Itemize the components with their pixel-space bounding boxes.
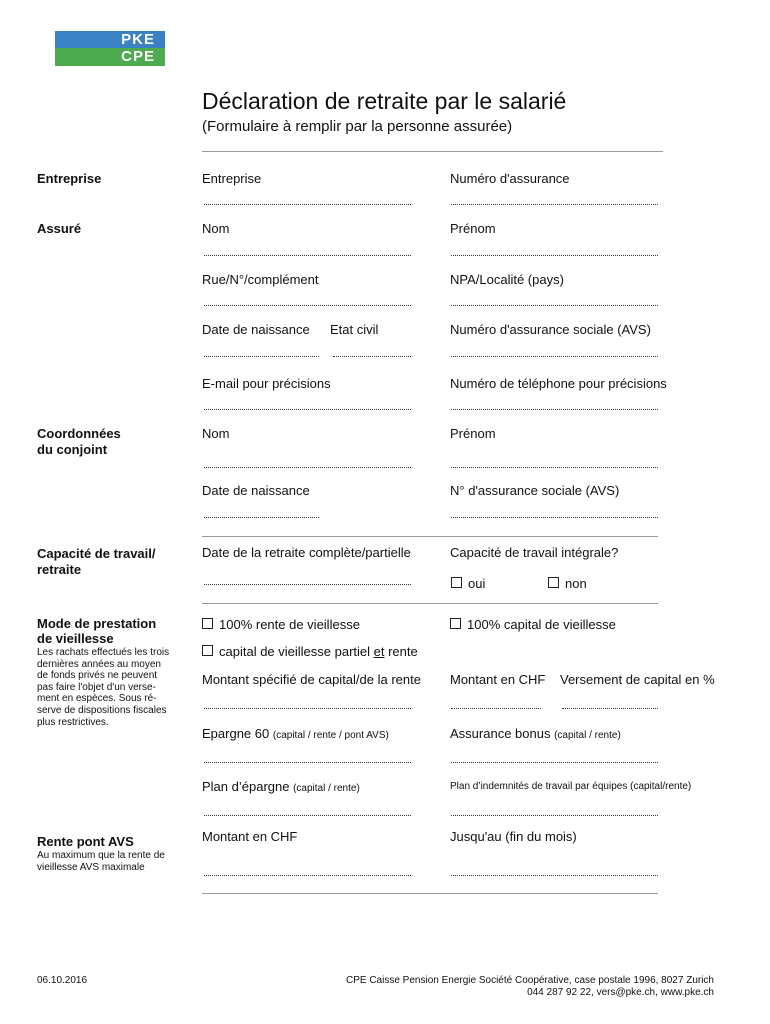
checkbox-non[interactable]	[548, 576, 587, 591]
label-plan-epargne-sub: (capital / rente)	[293, 783, 360, 794]
label-conjoint-date: Date de naissance	[202, 483, 310, 498]
checkbox-partiel-label-a: capital de vieillesse partiel	[219, 644, 374, 659]
checkbox-partiel-box[interactable]	[202, 645, 213, 656]
label-date-naissance: Date de naissance	[202, 322, 310, 337]
field-conjoint-prenom[interactable]	[451, 467, 658, 468]
label-pont-montant: Montant en CHF	[202, 829, 298, 844]
label-email: E-mail pour précisions	[202, 376, 331, 391]
footer-date: 06.10.2016	[37, 975, 88, 986]
header-divider	[202, 151, 663, 152]
logo-bottom: CPE	[55, 48, 165, 66]
checkbox-rente-100-box[interactable]	[202, 618, 213, 629]
field-date-naissance[interactable]	[204, 356, 319, 357]
rente-note-2: vieillesse AVS maximale	[37, 861, 145, 873]
footer-contact: 044 287 92 22, vers@pke.ch, www.pke.ch	[527, 987, 714, 998]
label-avs: Numéro d'assurance sociale (AVS)	[450, 322, 651, 337]
label-capacite-integrale: Capacité de travail intégrale?	[450, 545, 619, 560]
mode-note-1: Les rachats effectués les trois	[37, 647, 170, 658]
mode-note-7: plus restrictives.	[37, 716, 109, 728]
label-assurance-bonus	[450, 726, 621, 741]
field-rue[interactable]	[204, 305, 411, 306]
label-versement-pct: Versement de capital en %	[560, 672, 715, 687]
field-entreprise[interactable]	[204, 204, 411, 205]
checkbox-non-box[interactable]	[548, 577, 559, 588]
field-pont-jusquau[interactable]	[451, 875, 658, 876]
field-etat-civil[interactable]	[333, 356, 411, 357]
mode-note-2: dernières années au moyen	[37, 658, 161, 670]
mode-note-6: serve de dispositions fiscales	[37, 705, 167, 716]
field-telephone[interactable]	[451, 409, 658, 410]
section-mode-line2: de vieillesse	[37, 631, 114, 646]
checkbox-partiel[interactable]	[202, 644, 418, 659]
label-montant-chf: Montant en CHF	[450, 672, 546, 687]
mode-note-4: pas faire l'objet d'un verse-	[37, 681, 156, 693]
label-plan-indemnites: Plan d’indemnités de travail par équipes (capital/rente)	[450, 781, 692, 792]
label-date-retraite: Date de la retraite complète/partielle	[202, 545, 411, 560]
section-conjoint-line2: du conjoint	[37, 442, 108, 457]
label-epargne60	[202, 726, 389, 741]
field-npa[interactable]	[451, 305, 658, 306]
divider-conjoint	[202, 536, 658, 537]
field-avs[interactable]	[451, 356, 658, 357]
label-entreprise: Entreprise	[202, 171, 262, 186]
label-epargne60-sub: (capital / rente / pont AVS)	[272, 730, 389, 741]
label-rue: Rue/N°/complément	[202, 272, 319, 287]
label-assurance-bonus-sub: (capital / rente)	[554, 730, 621, 741]
label-nom: Nom	[202, 221, 230, 236]
checkbox-capital-100[interactable]	[450, 617, 616, 632]
label-npa: NPA/Localité (pays)	[450, 272, 564, 287]
field-assurance-bonus[interactable]	[451, 762, 658, 763]
label-plan-epargne	[202, 779, 360, 794]
divider-bottom	[202, 893, 658, 894]
field-plan-epargne[interactable]	[204, 815, 411, 816]
label-conjoint-avs: N° d'assurance sociale (AVS)	[450, 483, 620, 498]
label-montant-specifie: Montant spécifié de capital/de la rente	[202, 672, 421, 687]
field-conjoint-date[interactable]	[204, 517, 319, 518]
section-capacite-line1: Capacité de travail/	[37, 546, 156, 561]
checkbox-partiel-label-b: rente	[384, 644, 418, 659]
label-assurance-bonus-main: Assurance bonus	[450, 726, 551, 741]
field-conjoint-nom[interactable]	[204, 467, 411, 468]
checkbox-capital-100-box[interactable]	[450, 618, 461, 629]
divider-capacite	[202, 603, 658, 604]
label-etat-civil: Etat civil	[330, 322, 379, 337]
label-pont-jusquau: Jusqu'au (fin du mois)	[450, 829, 577, 844]
mode-note-5: ment en espèces. Sous ré-	[37, 693, 157, 705]
field-email[interactable]	[204, 409, 411, 410]
field-date-retraite[interactable]	[204, 584, 411, 585]
company-logo	[55, 31, 165, 66]
field-versement-pct[interactable]	[562, 708, 658, 709]
field-numero-assurance[interactable]	[451, 204, 658, 205]
section-entreprise: Entreprise	[37, 171, 102, 186]
section-conjoint-line1: Coordonnées	[37, 426, 121, 441]
label-numero-assurance: Numéro d'assurance	[450, 171, 570, 186]
field-montant-specifie[interactable]	[204, 708, 411, 709]
label-conjoint-prenom: Prénom	[450, 426, 496, 441]
mode-note-3: de fonds privés ne peuvent	[37, 670, 158, 682]
logo-top: PKE	[55, 31, 165, 48]
label-plan-epargne-main: Plan d’épargne	[202, 779, 290, 794]
section-capacite-line2: retraite	[37, 562, 82, 577]
section-rente-pont: Rente pont AVS	[37, 834, 134, 849]
checkbox-non-label: non	[565, 576, 587, 591]
checkbox-capital-100-label: 100% capital de vieillesse	[467, 617, 616, 632]
page-title: Déclaration de retraite par le salarié	[202, 88, 567, 114]
checkbox-oui[interactable]	[451, 576, 485, 591]
label-epargne60-main: Epargne 60	[202, 726, 270, 741]
field-nom[interactable]	[204, 255, 411, 256]
field-conjoint-avs[interactable]	[451, 517, 658, 518]
field-pont-montant[interactable]	[204, 875, 411, 876]
field-epargne60[interactable]	[204, 762, 411, 763]
checkbox-oui-label: oui	[468, 576, 486, 591]
rente-note-1: Au maximum que la rente de	[37, 850, 165, 861]
checkbox-oui-box[interactable]	[451, 577, 462, 588]
label-prenom: Prénom	[450, 221, 496, 236]
label-telephone: Numéro de téléphone pour précisions	[450, 376, 667, 391]
section-assure: Assuré	[37, 221, 82, 236]
footer-address: CPE Caisse Pension Energie Société Coopérative, case postale 1996, 8027 Zurich	[346, 975, 714, 986]
label-conjoint-nom: Nom	[202, 426, 230, 441]
checkbox-partiel-label-et: et	[373, 644, 385, 659]
checkbox-rente-100[interactable]	[202, 617, 360, 632]
page-subtitle: (Formulaire à remplir par la personne assurée)	[202, 118, 513, 135]
field-plan-indemnites[interactable]	[451, 815, 658, 816]
field-montant-chf[interactable]	[451, 708, 541, 709]
checkbox-rente-100-label: 100% rente de vieillesse	[219, 617, 360, 632]
section-mode-line1: Mode de prestation	[37, 616, 157, 631]
field-prenom[interactable]	[451, 255, 658, 256]
